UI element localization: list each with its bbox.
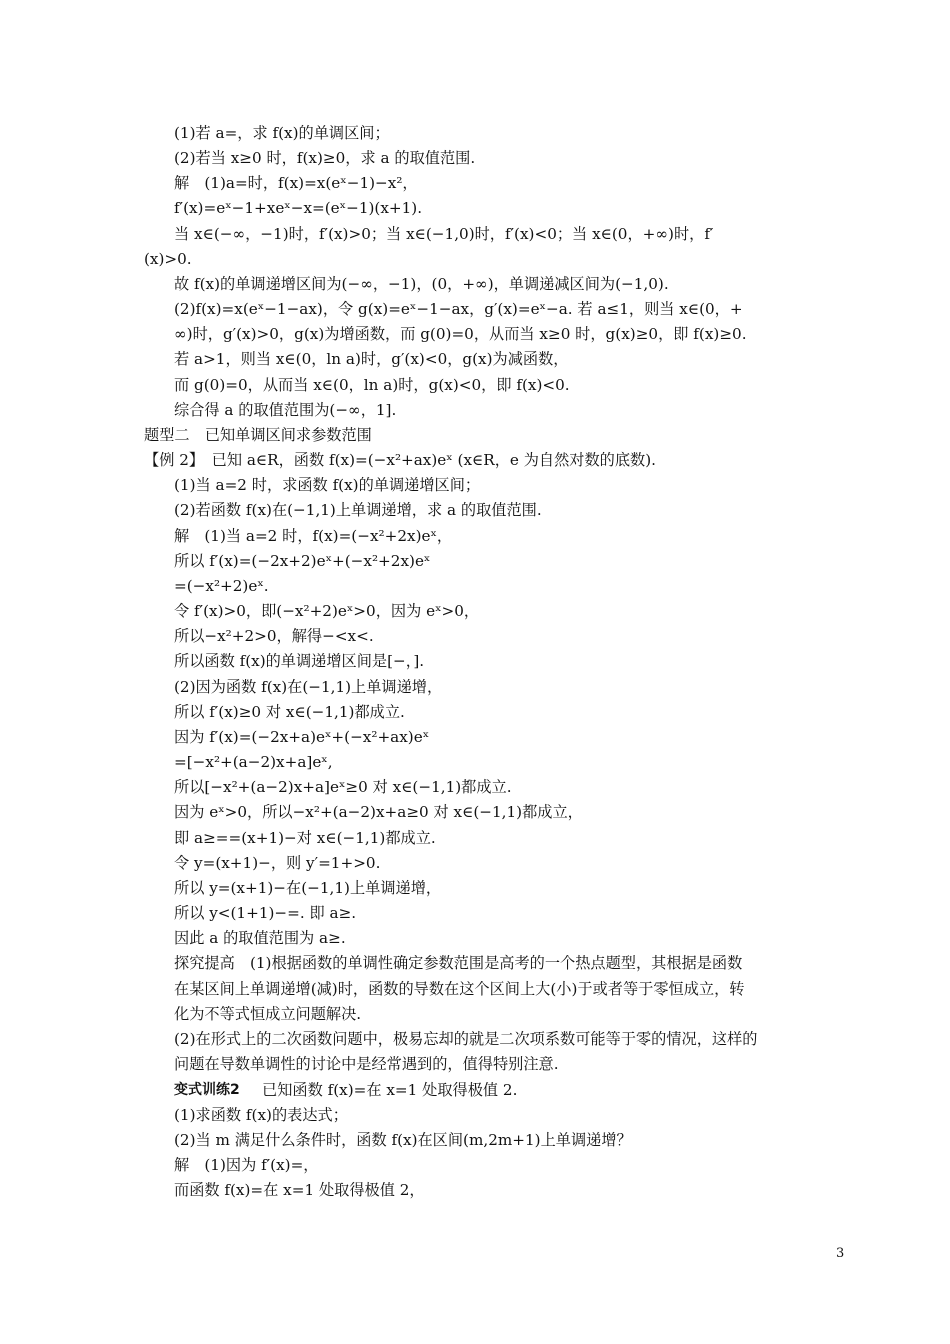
text-line: 令 y=(x+1)−，则 y′=1+>0. — [174, 854, 381, 872]
text-line: 即 a≥==(x+1)−对 x∈(−1,1)都成立. — [174, 829, 436, 847]
text-line: 解 (1)当 a=2 时，f(x)=(−x²+2x)eˣ， — [174, 527, 453, 545]
text-line: (2)因为函数 f(x)在(−1,1)上单调递增， — [174, 678, 443, 696]
text-line: 而函数 f(x)=在 x=1 处取得极值 2， — [174, 1181, 425, 1199]
page-number: 3 — [836, 1246, 845, 1261]
text-line: ∞)时，g′(x)>0，g(x)为增函数，而 g(0)=0，从而当 x≥0 时，g(x)≥0，即 f(x)≥0. — [174, 325, 747, 343]
text-line: (2)f(x)=x(eˣ−1−ax)，令 g(x)=eˣ−1−ax，g′(x)=eˣ−a. 若 a≤1，则当 x∈(0，+ — [174, 300, 743, 318]
text-line: 而 g(0)=0，从而当 x∈(0，ln a)时，g(x)<0，即 f(x)<0. — [174, 376, 570, 394]
text-line: 所以 f′(x)≥0 对 x∈(−1,1)都成立. — [174, 703, 405, 721]
text-line: 已知函数 f(x)=在 x=1 处取得极值 2. — [262, 1081, 518, 1099]
text-line: 因为 f′(x)=(−2x+a)eˣ+(−x²+ax)eˣ — [174, 728, 430, 746]
exercise-heading: 变式训练2 — [174, 1082, 240, 1098]
text-line: 解 (1)因为 f′(x)=， — [174, 1156, 319, 1174]
text-line: 综合得 a 的取值范围为(−∞，1]. — [174, 401, 397, 419]
text-line: 化为不等式恒成立问题解决. — [174, 1005, 362, 1023]
text-line: 所以函数 f(x)的单调递增区间是[−，]. — [174, 652, 425, 670]
section-heading: 题型二 已知单调区间求参数范围 — [144, 426, 372, 444]
text-line: 所以 y<(1+1)−=. 即 a≥. — [174, 904, 357, 922]
text-line: 因为 eˣ>0，所以−x²+(a−2)x+a≥0 对 x∈(−1,1)都成立， — [174, 803, 583, 821]
text-line: =[−x²+(a−2)x+a]eˣ, — [174, 753, 333, 771]
text-line: 所以−x²+2>0，解得−<x<. — [174, 627, 374, 645]
text-line: (2)在形式上的二次函数问题中，极易忘却的就是二次项系数可能等于零的情况，这样的 — [174, 1030, 758, 1048]
text-line: 故 f(x)的单调递增区间为(−∞，−1)，(0，+∞)，单调递减区间为(−1,0). — [174, 275, 669, 293]
text-line: =(−x²+2)eˣ. — [174, 577, 269, 595]
text-line: 问题在导数单调性的讨论中是经常遇到的，值得特别注意. — [174, 1055, 559, 1073]
text-line: 令 f′(x)>0，即(−x²+2)eˣ>0，因为 eˣ>0， — [174, 602, 480, 620]
text-line: (2)当 m 满足什么条件时，函数 f(x)在区间(m,2m+1)上单调递增？ — [174, 1131, 632, 1149]
text-line: (2)若当 x≥0 时，f(x)≥0，求 a 的取值范围. — [174, 149, 476, 167]
text-line: (x)>0. — [144, 250, 192, 268]
text-line: 探究提高 (1)根据函数的单调性确定参数范围是高考的一个热点题型，其根据是函数 — [174, 954, 743, 972]
text-line: 因此 a 的取值范围为 a≥. — [174, 929, 346, 947]
text-line: 所以[−x²+(a−2)x+a]eˣ≥0 对 x∈(−1,1)都成立. — [174, 778, 512, 796]
text-line: (1)当 a=2 时，求函数 f(x)的单调递增区间； — [174, 476, 481, 494]
text-line: 解 (1)a=时，f(x)=x(eˣ−1)−x²， — [174, 174, 418, 192]
text-line: 所以 y=(x+1)−在(−1,1)上单调递增， — [174, 879, 442, 897]
text-line: 在某区间上单调递增(减)时，函数的导数在这个区间上大(小)于或者等于零恒成立，转 — [174, 980, 745, 998]
text-line: 当 x∈(−∞，−1)时，f′(x)>0；当 x∈(−1,0)时，f′(x)<0；当 x∈(0，+∞)时，f′ — [174, 225, 714, 243]
text-line: 所以 f′(x)=(−2x+2)eˣ+(−x²+2x)eˣ — [174, 552, 431, 570]
text-line: (2)若函数 f(x)在(−1,1)上单调递增，求 a 的取值范围. — [174, 501, 542, 519]
text-line: f′(x)=eˣ−1+xeˣ−x=(eˣ−1)(x+1). — [174, 199, 423, 217]
example-heading: 【例 2】 已知 a∈R，函数 f(x)=(−x²+ax)eˣ (x∈R，e 为自然对数的底数). — [144, 451, 656, 469]
text-line: (1)求函数 f(x)的表达式； — [174, 1106, 348, 1124]
text-line: (1)若 a=，求 f(x)的单调区间； — [174, 124, 390, 142]
text-line: 若 a>1，则当 x∈(0，ln a)时，g′(x)<0，g(x)为减函数， — [174, 350, 569, 368]
